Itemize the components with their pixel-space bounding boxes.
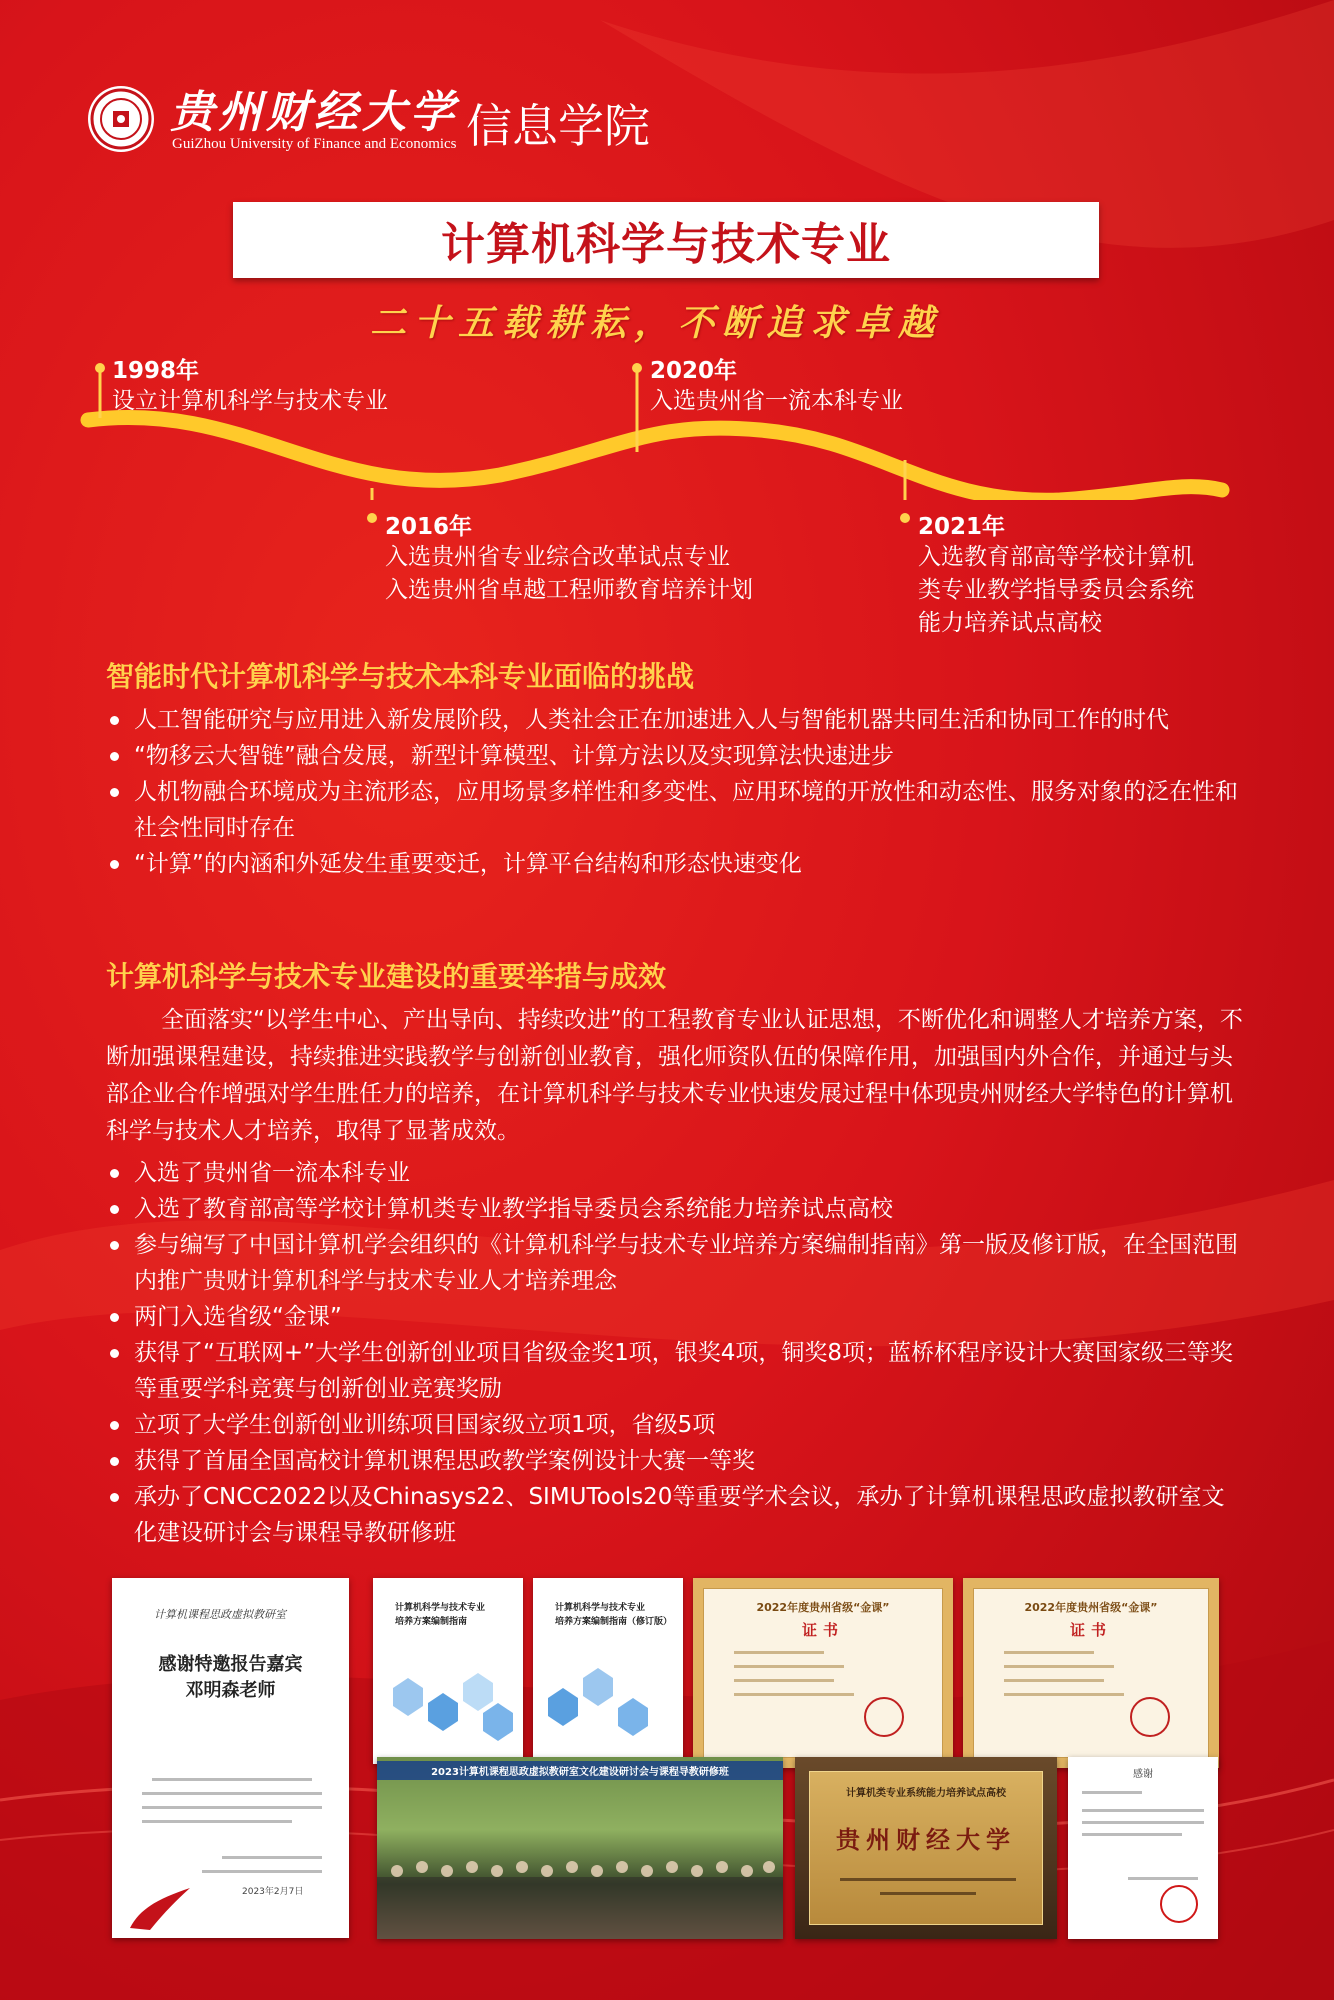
pilot-university-plaque-image [795, 1757, 1057, 1939]
guide-title: 计算机科学与技术专业 [395, 1603, 486, 1613]
plaque-heading: 计算机类专业系统能力培养试点高校 [846, 1788, 1006, 1799]
milestone-dot-1998 [95, 363, 105, 373]
thank-you-letter-image [1068, 1757, 1218, 1939]
milestone-desc: 能力培养试点高校 [918, 610, 1102, 636]
guide-book-revised-cover-image [533, 1578, 683, 1764]
challenges-heading: 智能时代计算机科学与技术本科专业面临的挑战 [106, 660, 695, 693]
milestone-desc: 入选贵州省卓越工程师教育培养计划 [385, 577, 753, 603]
measures-list [106, 1155, 1246, 1551]
group-photo-image [377, 1757, 783, 1939]
invite-header: 计算机课程思政虚拟教研室 [154, 1608, 286, 1621]
measures-paragraph: 全面落实“以学生中心、产出导向、持续改进”的工程教育专业认证思想，不断优化和调整人才培养方案，不断加强课程建设，持续推进实践教学与创新创业教育，强化师资队伍的保障作用，加强国内外合作，并通过与头部企业合作增强对学生胜任力的培养，在计算机科学与技术专业快速发展过程中体现贵州财经大学特色的计算机科学与技术人才培养，取得了显著成效。 [106, 1007, 1243, 1144]
list-item: 人工智能研究与应用进入新发展阶段，人类社会正在加速进入人与智能机器共同生活和协同工作的时代 [106, 702, 1246, 738]
invitation-card-image [112, 1578, 349, 1938]
list-item: 获得了“互联网+”大学生创新创业项目省级金奖1项，银奖4项，铜奖8项；蓝桥杯程序设计大赛国家级三等奖等重要学科竞赛与创新创业竞赛奖励 [106, 1335, 1246, 1407]
certificate-label: 证书 [801, 1621, 844, 1639]
milestone-2016 [385, 508, 753, 607]
guide-subtitle: 培养方案编制指南 [395, 1617, 468, 1627]
milestone-year: 2016年 [385, 514, 473, 540]
seal-stamp [1160, 1885, 1198, 1923]
list-item: 人机物融合环境成为主流形态，应用场景多样性和多变性、应用环境的开放性和动态性、服务对象的泛在性和社会性同时存在 [106, 774, 1246, 846]
invite-title: 感谢特邀报告嘉宾 [158, 1654, 303, 1675]
milestone-year: 2021年 [918, 514, 1006, 540]
university-name-cn: 贵州财经大学 [170, 87, 458, 138]
milestone-1998 [112, 352, 388, 418]
thanks-title: 感谢 [1133, 1769, 1153, 1780]
certificate-title: 2022年度贵州省级“金课” [1024, 1601, 1158, 1614]
ribbon-decoration [120, 1878, 200, 1934]
seal-stamp [1130, 1697, 1170, 1737]
milestone-desc: 入选贵州省一流本科专业 [650, 388, 903, 414]
milestone-year: 2020年 [650, 358, 738, 384]
hexagon-pattern-decoration [533, 1658, 683, 1748]
guide-title: 计算机科学与技术专业 [555, 1603, 646, 1613]
milestone-desc: 设立计算机科学与技术专业 [112, 388, 388, 414]
certificate-title: 2022年度贵州省级“金课” [756, 1601, 890, 1614]
gold-course-certificate-image [693, 1578, 953, 1768]
milestone-desc: 入选贵州省专业综合改革试点专业 [385, 544, 730, 570]
list-item: 入选了贵州省一流本科专业 [106, 1155, 1246, 1191]
milestone-2020 [650, 352, 903, 418]
list-item: 参与编写了中国计算机学会组织的《计算机科学与技术专业培养方案编制指南》第一版及修订版，在全国范围内推广贵财计算机科学与技术专业人才培养理念 [106, 1227, 1246, 1299]
guide-subtitle: 培养方案编制指南（修订版） [555, 1617, 673, 1627]
milestone-dot-2021 [900, 513, 910, 523]
photo-caption: 2023计算机课程思政虚拟教研室文化建设研讨会与课程导教研修班 [377, 1761, 783, 1780]
milestone-desc: 类专业教学指导委员会系统 [918, 577, 1194, 603]
list-item: 入选了教育部高等学校计算机类专业教学指导委员会系统能力培养试点高校 [106, 1191, 1246, 1227]
list-item: 立项了大学生创新创业训练项目国家级立项1项，省级5项 [106, 1407, 1246, 1443]
college-name: 信息学院 [466, 99, 650, 153]
list-item: 两门入选省级“金课” [106, 1299, 1246, 1335]
university-name-en: GuiZhou University of Finance and Economics [172, 136, 457, 152]
seal-stamp [864, 1697, 904, 1737]
milestone-dot-2020 [632, 363, 642, 373]
milestone-year: 1998年 [112, 358, 200, 384]
hexagon-pattern-decoration [373, 1658, 523, 1748]
challenges-list [106, 702, 1246, 882]
gold-course-certificate-image [963, 1578, 1219, 1768]
slogan: 二十五载耕耘，不断追求卓越 [370, 302, 943, 344]
invite-date: 2023年2月7日 [242, 1887, 304, 1897]
list-item: “物移云大智链”融合发展，新型计算模型、计算方法以及实现算法快速进步 [106, 738, 1246, 774]
measures-heading: 计算机科学与技术专业建设的重要举措与成效 [106, 960, 667, 993]
list-item: “计算”的内涵和外延发生重要变迁，计算平台结构和形态快速变化 [106, 846, 1246, 882]
plaque-university: 贵州财经大学 [836, 1825, 1016, 1854]
invite-name: 邓明森老师 [185, 1680, 276, 1701]
list-item: 承办了CNCC2022以及Chinasys22、SIMUTools20等重要学术会议，承办了计算机课程思政虚拟教研室文化建设研讨会与课程导教研修班 [106, 1479, 1246, 1551]
milestone-2021 [918, 508, 1194, 640]
certificate-label: 证书 [1069, 1621, 1112, 1639]
milestone-dot-2016 [367, 513, 377, 523]
list-item: 获得了首届全国高校计算机课程思政教学案例设计大赛一等奖 [106, 1443, 1246, 1479]
crowd-silhouette-decoration [377, 1837, 783, 1939]
guide-book-cover-image [373, 1578, 523, 1764]
page-title: 计算机科学与技术专业 [441, 219, 891, 270]
milestone-desc: 入选教育部高等学校计算机 [918, 544, 1194, 570]
